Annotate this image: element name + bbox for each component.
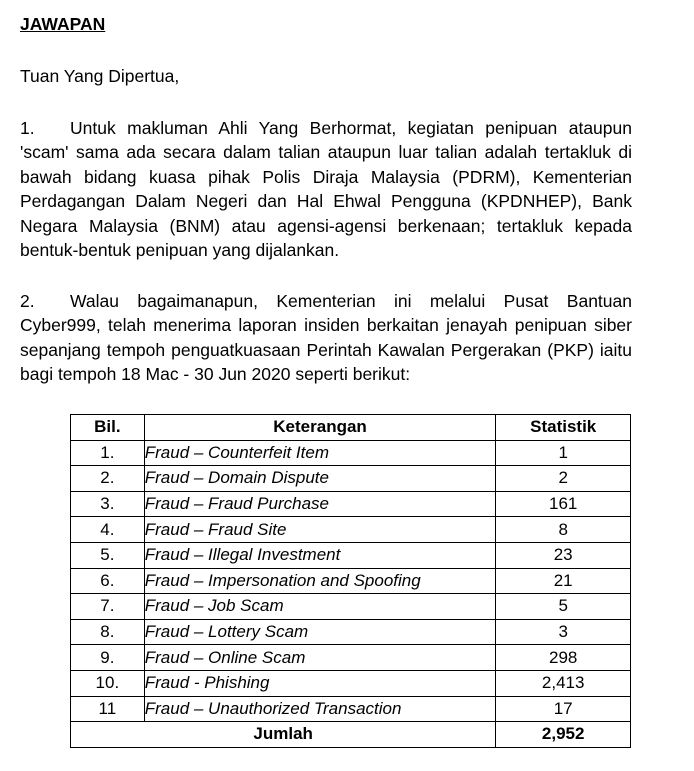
fraud-statistics-table	[70, 414, 631, 748]
paragraph-text: Untuk makluman Ahli Yang Berhormat, kegiatan penipuan ataupun 'scam' sama ada secara dalam talian ataupun luar talian adalah tertakluk di bawah bidang kuasa pihak Polis Diraja Malaysia (PDRM), Kementerian Perdagangan Dalam Negeri dan Hal Ehwal Pengguna (KPDNHEP), Bank Negara Malaysia (BNM) atau agensi-agensi berkenaan; tertakluk kepada bentuk-bentuk penipuan yang dijalankan.	[20, 118, 632, 261]
table-row	[71, 619, 631, 645]
header-bil: Bil.	[71, 415, 145, 441]
row-description: Fraud – Unauthorized Transaction	[144, 696, 496, 722]
table-total-row	[71, 722, 631, 748]
row-number: 5.	[71, 542, 145, 568]
header-statistik: Statistik	[496, 415, 631, 441]
row-description: Fraud – Job Scam	[144, 594, 496, 620]
row-number: 9.	[71, 645, 145, 671]
table-header-row	[71, 415, 631, 441]
paragraph-text: Walau bagaimanapun, Kementerian ini melalui Pusat Bantuan Cyber999, telah menerima laporan insiden berkaitan jenayah penipuan siber sepanjang tempoh penguatkuasaan Perintah Kawalan Pergerakan (PKP) iaitu bagi tempoh 18 Mac - 30 Jun 2020 seperti berikut:	[20, 291, 632, 385]
row-description: Fraud – Impersonation and Spoofing	[144, 568, 496, 594]
table-row	[71, 670, 631, 696]
paragraph-number: 1.	[20, 118, 35, 138]
row-description: Fraud - Phishing	[144, 670, 496, 696]
row-number: 8.	[71, 619, 145, 645]
row-number: 2.	[71, 466, 145, 492]
row-statistic: 298	[496, 645, 631, 671]
row-number: 3.	[71, 491, 145, 517]
row-statistic: 17	[496, 696, 631, 722]
row-statistic: 8	[496, 517, 631, 543]
row-statistic: 3	[496, 619, 631, 645]
answer-heading: JAWAPAN	[20, 14, 106, 34]
row-description: Fraud – Fraud Purchase	[144, 491, 496, 517]
row-description: Fraud – Counterfeit Item	[144, 440, 496, 466]
table-row	[71, 491, 631, 517]
table-row	[71, 542, 631, 568]
row-statistic: 23	[496, 542, 631, 568]
row-statistic: 5	[496, 594, 631, 620]
row-description: Fraud – Online Scam	[144, 645, 496, 671]
table-row	[71, 696, 631, 722]
row-number: 7.	[71, 594, 145, 620]
row-description: Fraud – Fraud Site	[144, 517, 496, 543]
table-row	[71, 466, 631, 492]
header-keterangan: Keterangan	[144, 415, 496, 441]
row-number: 4.	[71, 517, 145, 543]
paragraph-2	[20, 289, 632, 387]
row-statistic: 161	[496, 491, 631, 517]
row-number: 10.	[71, 670, 145, 696]
row-statistic: 1	[496, 440, 631, 466]
total-value: 2,952	[496, 722, 631, 748]
paragraph-number: 2.	[20, 291, 35, 311]
row-number: 6.	[71, 568, 145, 594]
row-description: Fraud – Domain Dispute	[144, 466, 496, 492]
row-description: Fraud – Illegal Investment	[144, 542, 496, 568]
row-description: Fraud – Lottery Scam	[144, 619, 496, 645]
table-row	[71, 594, 631, 620]
table-row	[71, 517, 631, 543]
row-statistic: 2	[496, 466, 631, 492]
row-number: 11	[71, 696, 145, 722]
row-statistic: 2,413	[496, 670, 631, 696]
paragraph-1	[20, 116, 632, 262]
table-row	[71, 645, 631, 671]
row-statistic: 21	[496, 568, 631, 594]
table-row	[71, 568, 631, 594]
total-label: Jumlah	[71, 722, 496, 748]
table-row	[71, 440, 631, 466]
salutation: Tuan Yang Dipertua,	[20, 66, 180, 86]
row-number: 1.	[71, 440, 145, 466]
